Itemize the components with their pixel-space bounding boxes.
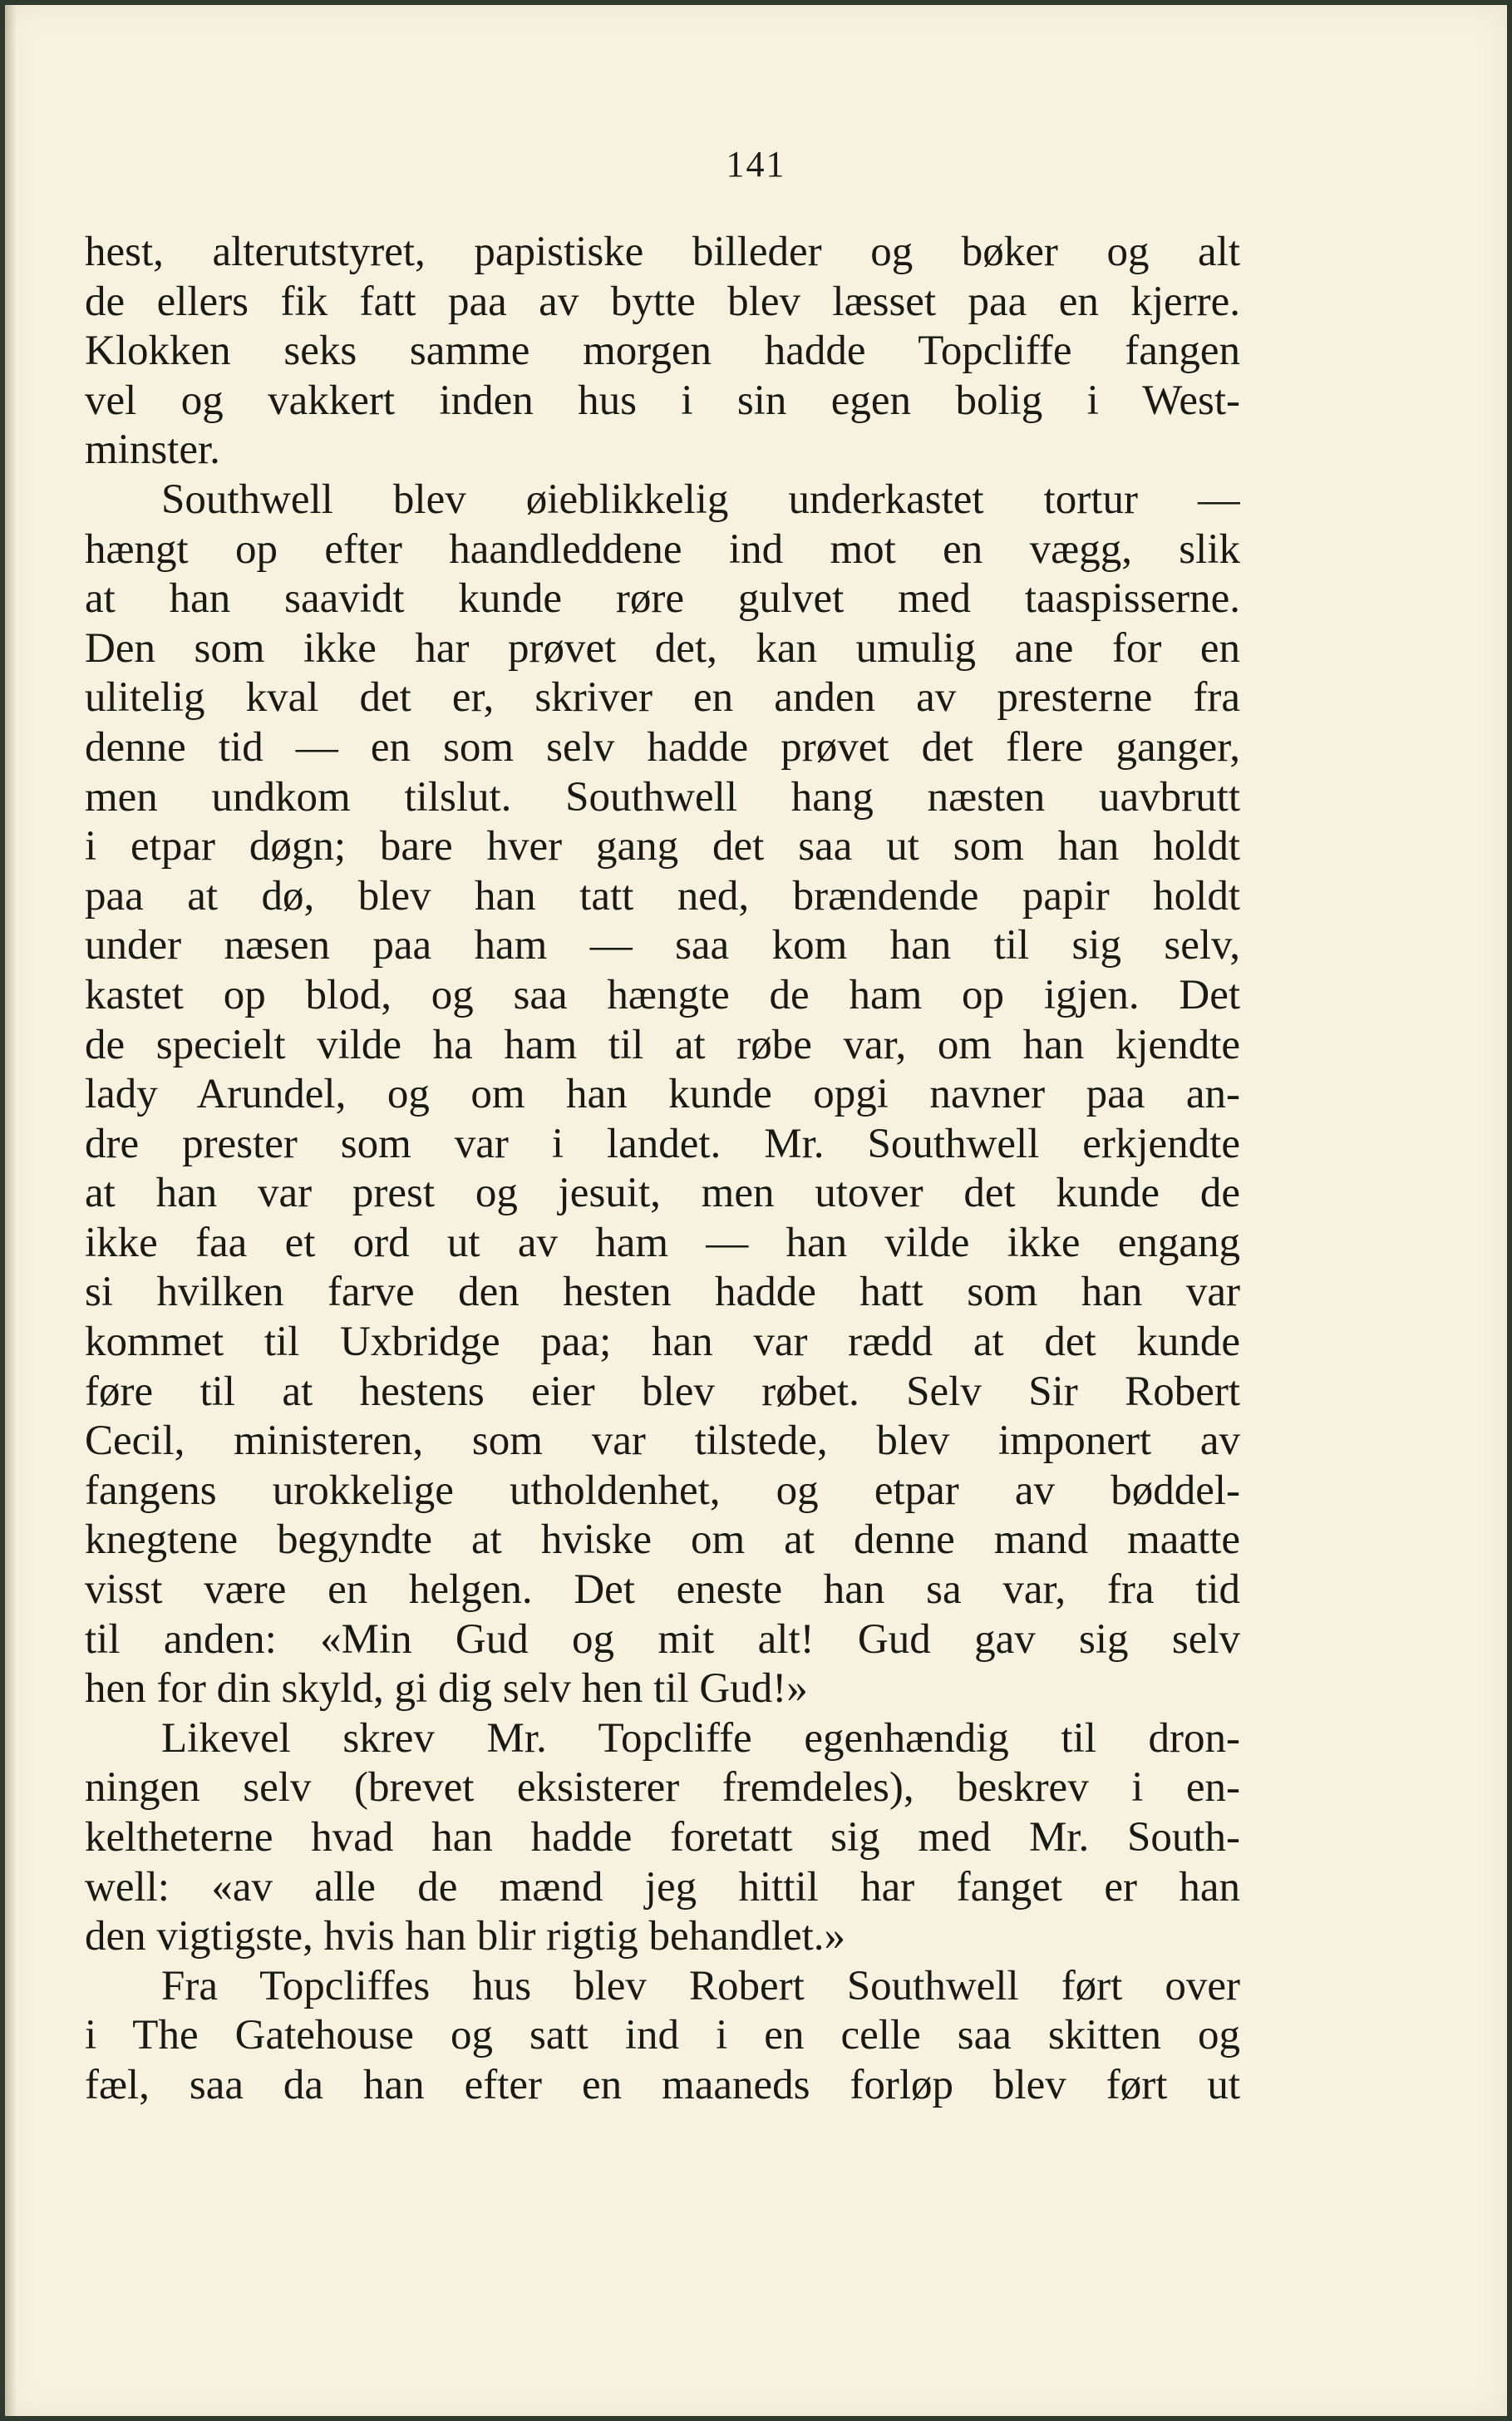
text-line: den vigtigste, hvis han blir rigtig behandlet.» xyxy=(85,1913,846,1960)
text-line: denne tid — en som selv hadde prøvet det flere ganger, xyxy=(85,723,1240,771)
text-line: lady Arundel, og om han kunde opgi navner paa an- xyxy=(85,1071,1240,1118)
text-line: dre prester som var i landet. Mr. Southwell erkjendte xyxy=(85,1120,1240,1167)
text-line: fæl, saa da han efter en maaneds forløp blev ført ut xyxy=(85,2061,1240,2108)
text-line: fangens urokkelige utholdenhet, og etpar av bøddel- xyxy=(85,1467,1240,1514)
text-line: Cecil, ministeren, som var tilstede, blev imponert av xyxy=(85,1418,1240,1465)
page-edge-shadow xyxy=(5,5,17,2416)
text-line: under næsen paa ham — saa kom han til sig selv, xyxy=(85,922,1240,969)
text-line: si hvilken farve den hesten hadde hatt som han var xyxy=(85,1269,1240,1316)
text-line: vel og vakkert inden hus i sin egen bolig i West- xyxy=(85,377,1240,424)
text-line: hen for din skyld, gi dig selv hen til Gud!» xyxy=(85,1665,808,1713)
text-line: keltheterne hvad han hadde foretatt sig med Mr. South- xyxy=(85,1814,1240,1861)
text-line: well: «av alle de mænd jeg hittil har fanget er han xyxy=(85,1863,1240,1911)
text-line: føre til at hestens eier blev røbet. Selv Sir Robert xyxy=(85,1368,1240,1415)
text-line: paa at dø, blev han tatt ned, brændende papir holdt xyxy=(85,872,1240,920)
text-line: de specielt vilde ha ham til at røbe var, om han kjendte xyxy=(85,1021,1240,1068)
text-line: i The Gatehouse og satt ind i en celle saa skitten og xyxy=(85,2012,1240,2059)
text-line: til anden: «Min Gud og mit alt! Gud gav sig selv xyxy=(85,1615,1240,1663)
text-line: Southwell blev øieblikkelig underkastet tortur — xyxy=(161,476,1240,523)
text-line: Fra Topcliffes hus blev Robert Southwell ført over xyxy=(161,1962,1240,2009)
page-number: 141 xyxy=(726,144,786,185)
text-line: at han saavidt kunde røre gulvet med taaspisserne. xyxy=(85,575,1240,623)
text-line: i etpar døgn; bare hver gang det saa ut som han holdt xyxy=(85,823,1240,870)
text-line: kommet til Uxbridge paa; han var rædd at det kunde xyxy=(85,1319,1240,1366)
book-page xyxy=(5,5,1507,2416)
text-line: ningen selv (brevet eksisterer fremdeles), beskrev i en- xyxy=(85,1764,1240,1812)
text-line: knegtene begyndte at hviske om at denne mand maatte xyxy=(85,1516,1240,1564)
text-line: ikke faa et ord ut av ham — han vilde ikke engang xyxy=(85,1219,1240,1266)
text-line: at han var prest og jesuit, men utover det kunde de xyxy=(85,1170,1240,1217)
body-text xyxy=(85,228,1240,2111)
text-line: de ellers fik fatt paa av bytte blev læsset paa en kjerre. xyxy=(85,278,1240,325)
text-line: ulitelig kval det er, skriver en anden av presterne fra xyxy=(85,674,1240,722)
text-line: Den som ikke har prøvet det, kan umulig ane for en xyxy=(85,624,1240,672)
text-line: visst være en helgen. Det eneste han sa var, fra tid xyxy=(85,1566,1240,1614)
text-line: men undkom tilslut. Southwell hang næsten uavbrutt xyxy=(85,773,1240,821)
text-line: kastet op blod, og saa hængte de ham op igjen. Det xyxy=(85,971,1240,1018)
text-line: hængt op efter haandleddene ind mot en vægg, slik xyxy=(85,525,1240,573)
text-line: Klokken seks samme morgen hadde Topcliffe fangen xyxy=(85,328,1240,375)
text-line: hest, alterutstyret, papistiske billeder og bøker og alt xyxy=(85,229,1240,275)
text-line: Likevel skrev Mr. Topcliffe egenhændig til dron- xyxy=(161,1714,1240,1762)
text-line: minster. xyxy=(85,427,220,474)
